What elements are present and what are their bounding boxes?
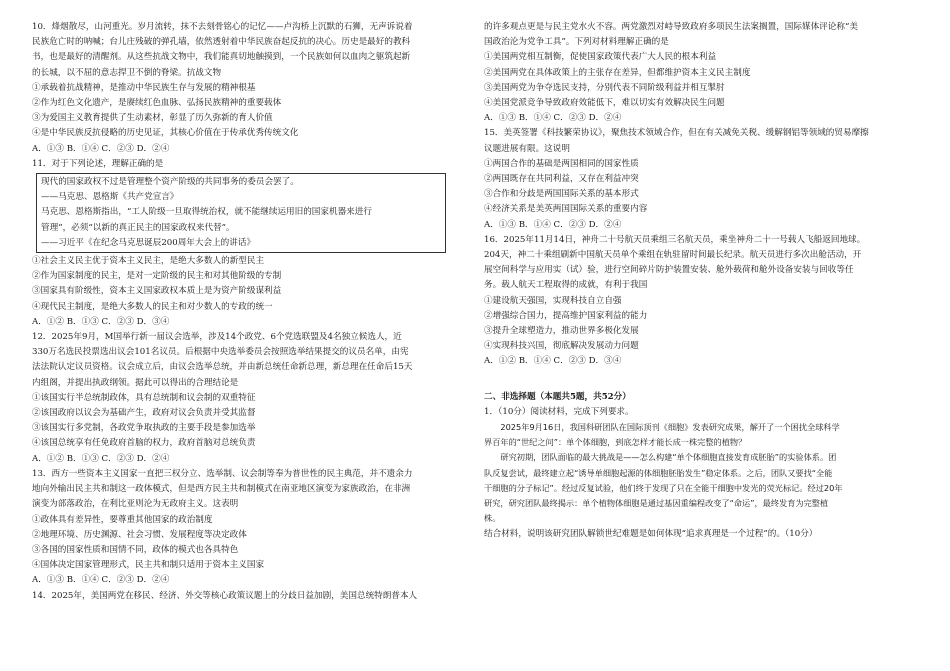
q11-stem: 11．对于下列论述，理解正确的是 [32,158,164,169]
q10-stem-line: 10．烽烟散尽，山河重光。岁月流转，抹不去刻骨铭心的记忆——卢沟桥上沉默的石狮，无声诉说着 [32,22,413,32]
question-11 [32,157,464,330]
q1-heading: 1．（10分）阅读材料，完成下列要求。 [484,406,634,417]
left-column [32,20,464,604]
q15-option: ③合作和分歧是两国国际关系的基本形式 [484,189,639,200]
question-15 [484,126,916,232]
q14-stem-line: 国政治沦为党争工具”。下列对材料理解正确的是 [484,37,669,48]
q15-stem-line: 议题进展有限。这说明 [484,143,570,154]
q10-stem-line: 的长城，以不屈的意志捍卫不倒的脊梁。抗战文物 [32,67,222,78]
q14-option: ③美国两党为争夺选民支持，分别代表不同阶级利益并相互掣肘 [484,82,725,93]
q10-stem-line: 民族危亡时的呐喊；台儿庄残破的弹孔墙，依然透射着中华民族奋起反抗的决心。历史是最好的教科 [32,37,411,48]
q16-option: ④实现科技兴国，彻底解决发展动力问题 [484,341,639,352]
q13-option: ②地理环境、历史渊源、社会习惯、发展程度等决定政体 [32,529,247,540]
q12-stem-line: 内组阁，并提出执政纲领。据此可以得出的合理结论是 [32,377,239,388]
right-column [484,20,916,542]
q10-stem-line: 书，也是最好的清醒剂。从这些抗战文物中，我们能真切地触摸到，一个民族如何以血肉之躯筑起新 [32,52,411,63]
q15-option: ④经济关系是美英两国国际关系的重要内容 [484,204,648,215]
q14-answers: A．①③ B．①④ C．②③ D．②④ [484,113,622,124]
q16-stem-line: 204天，神二十乘组刷新中国航天员单个乘组在轨驻留时间最长纪录。航天员进行多次出舱活动，开 [484,250,862,261]
section-title: 二、非选择题（本题共5题，共52分） [484,391,631,402]
q11-option: ③国家具有阶级性，资本主义国家政权本质上是为资产阶级谋利益 [32,286,282,297]
q12-answers: A．①② B．①③ C．②③ D．②④ [32,453,170,464]
q11-option: ①社会主义民主优于资本主义民主，是绝大多数人的新型民主 [32,256,265,267]
q15-stem-line: 15．美英签署《科技繁荣协议》，聚焦技术领域合作，但在有关减免关税、缓解钢铝等领域的贸易摩擦 [484,128,869,139]
question-14-continued [484,20,916,126]
q14-stem-line: 的许多观点更是与民主党水火不容。两党激烈对峙导致政府多项民生法案搁置，国际媒体评论称“美 [484,22,858,32]
q1-question: 结合材料，说明该研究团队解锁世纪难题是如何体现“追求真理是一个过程”的。（10分） [484,528,818,539]
q13-stem-line: 地向外输出民主共和制这一政体模式，但是西方民主共和制模式在南亚地区演变为家族政治，在非洲 [32,484,411,495]
quote-line: 马克思、恩格斯指出，“工人阶级一旦取得统治权，就不能继续运用旧的国家机器来进行 [41,207,372,218]
section-non-choice [484,390,916,542]
q13-option: ①政体具有差异性，要尊重其他国家的政治制度 [32,514,213,525]
material-line: 界百年的“世纪之问”：单个体细胞，到底怎样才能长成一株完整的植物？ [484,437,747,448]
q10-option: ④是中华民族反抗侵略的历史见证，其核心价值在于传承优秀传统文化 [32,128,299,139]
q12-stem-line: 330万名选民投票选出议会101名议员。后根据中央选举委员会按照选举结果提交的议员名单，由宪 [32,347,409,358]
q14-option: ④美国党派竞争导致政府效能低下，难以切实有效解决民生问题 [484,98,725,109]
q12-option: ①该国实行半总统制政体，具有总统制和议会制的双重特征 [32,392,256,403]
q14-option: ①美国两党相互制衡，促使国家政策代表广大人民的根本利益 [484,52,717,63]
q16-option: ③提升全球塑造力，推动世界多极化发展 [484,326,639,337]
q16-stem-line: 16．2025年11月14日，神舟二十号航天员乘组三名航天员，乘坐神舟二十一号载人飞船返回地球。 [484,234,866,245]
question-12 [32,330,464,467]
quote-line: 现代的国家政权不过是管理整个资产阶级的共同事务的委员会罢了。 [41,177,299,188]
q16-stem-line: 务。载人航天工程取得的成就，有利于我国 [484,280,648,291]
q14-stem-start: 14．2025年，美国两党在移民、经济、外交等核心政策议题上的分歧日益加剧，美国总统特朗普本人 [32,590,418,601]
q10-option: ③为爱国主义教育提供了生动素材，彰显了历久弥新的育人价值 [32,113,273,124]
q10-option: ①承载着抗战精神，是推动中华民族生存与发展的精神根基 [32,82,256,93]
q13-option: ④国体决定国家管理形式，民主共和制只适用于资本主义国家 [32,560,265,571]
q12-stem-line: 法法院认定议员资格。议会成立后，由议会选举总统，并由新总统任命新总理，新总理在任命后15天 [32,362,413,373]
q16-option: ②增强综合国力，提高维护国家利益的能力 [484,310,648,321]
material-line: 研究初期，团队面临的最大挑战是——怎么构建“单个体细胞直接发育成胚胎”的实验体系。团 [484,452,837,463]
q13-option: ③各国的国家性质和国情不同，政体的模式也各具特色 [32,544,239,555]
q11-quote-box [36,173,446,253]
question-16 [484,233,916,370]
quote-line: 管理”，必须“以新的真正民主的国家政权来代替”。 [41,222,235,233]
material-line: 队反复尝试，最终建立起“诱导单细胞起源的体细胞胚胎发生”稳定体系。之后，团队又要找“全能 [484,467,833,478]
q12-option: ③该国实行多党制，各政党争取执政的主要手段是参加选举 [32,423,256,434]
quote-source: ——马克思、恩格斯《共产党宣言》 [41,192,179,203]
q11-answers: A．①② B．①③ C．②③ D．③④ [32,316,170,327]
q10-option: ②作为红色文化遗产，是赓续红色血脉、弘扬民族精神的重要载体 [32,98,282,109]
q11-option: ④现代民主制度，是绝大多数人的民主和对少数人的专政的统一 [32,301,273,312]
q10-answers: A．①③ B．①④ C．②③ D．②④ [32,143,170,154]
q12-stem-line: 12．2025年9月，M国举行新一届议会选举，涉及14个政党、6个党选联盟及4名独立候选人，近 [32,332,402,343]
q12-option: ②该国政府以议会为基础产生，政府对议会负责并受其监督 [32,408,256,419]
question-13 [32,467,464,589]
q11-option: ②作为国家制度的民主，是对一定阶级的民主和对其他阶级的专制 [32,271,282,282]
q13-stem-line: 演变为部落政治，在利比亚则沦为无政府主义。这表明 [32,499,239,510]
q15-option: ①两国合作的基础是两国相同的国家性质 [484,158,639,169]
q15-option: ②两国既存在共同利益，又存在利益冲突 [484,174,639,185]
material-line: 2025年9月16日，我国科研团队在国际顶刊《细胞》发表研究成果，解开了一个困扰全球科学 [484,422,840,433]
question-10 [32,20,464,157]
q16-stem-line: 展空间科学与应用实（试）验，进行空间碎片防护装置安装、舱外载荷和舱外设备安装与回收等任 [484,265,854,276]
quote-source: ——习近平《在纪念马克思诞辰200周年大会上的讲话》 [41,237,256,248]
q16-option: ①建设航天强国，实现科技自立自强 [484,295,622,306]
q16-answers: A．①② B．①④ C．②③ D．③④ [484,356,622,367]
material-line: 干细胞的分子标记”。经过反复试验，他们终于发现了只在全能干细胞中发光的荧光标记。经过20年 [484,482,843,493]
q12-option: ④该国总统享有任免政府首脑的权力，政府首脑对总统负责 [32,438,256,449]
q15-answers: A．①③ B．①④ C．②③ D．②④ [484,219,622,230]
q14-option: ②美国两党在具体政策上的主张存在差异，但都维护资本主义民主制度 [484,67,751,78]
q13-answers: A．①③ B．①④ C．②③ D．②④ [32,575,170,586]
q13-stem-line: 13．西方一些资本主义国家一直把三权分立、选举制、议会制等奉为普世性的民主典范，并不遗余力 [32,468,413,479]
material-line: 研究，研究团队最终揭示：单个植物体细胞是通过基因重编程改变了“命运”，最终发育为完整植 [484,498,829,509]
material-line: 株。 [484,513,501,524]
